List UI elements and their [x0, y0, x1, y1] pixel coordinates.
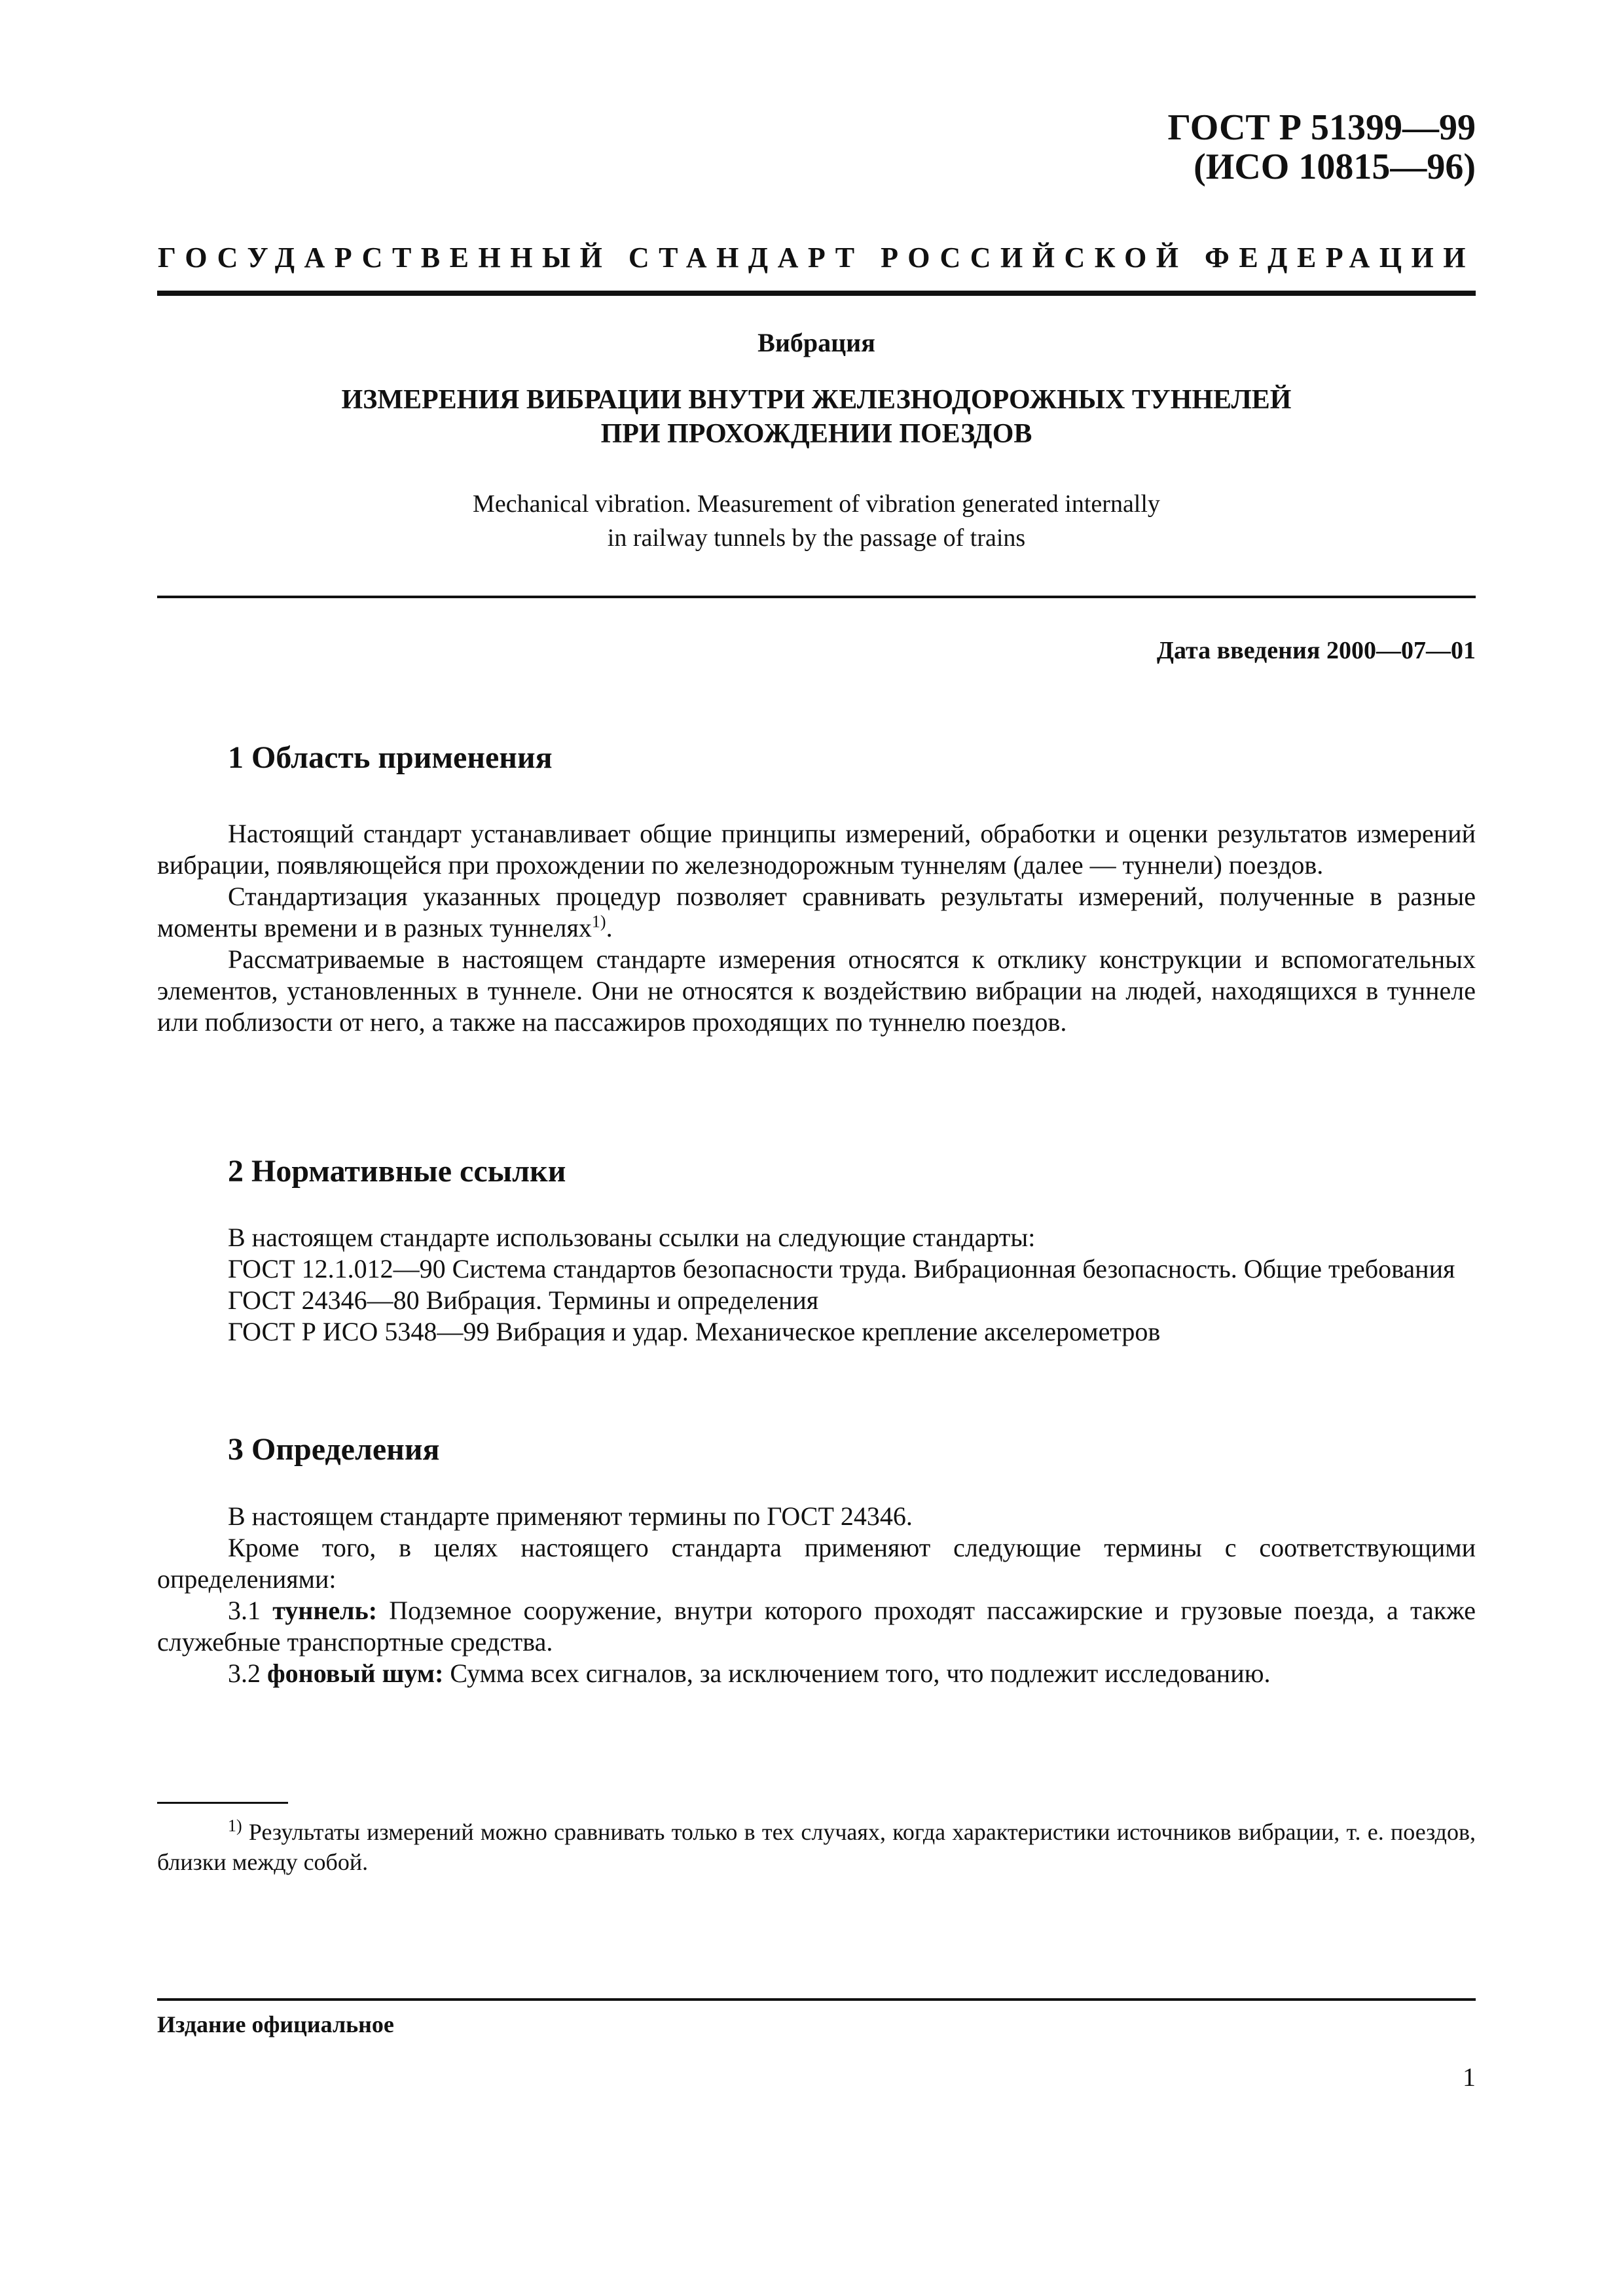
section-3-para-1: В настоящем стандарте применяют термины по ГОСТ 24346.	[228, 1501, 913, 1531]
subject-heading: Вибрация	[757, 328, 875, 357]
title-en-line1: Mechanical vibration. Measurement of vibration generated internally	[473, 490, 1160, 518]
standard-code-gost: ГОСТ Р 51399—99	[1167, 107, 1476, 148]
section-2-para-1: В настоящем стандарте использованы ссылки на следующие стандарты:	[228, 1223, 1036, 1252]
document-title-en	[157, 487, 1476, 555]
standard-code-iso: (ИСО 10815—96)	[1194, 147, 1476, 187]
section-3-heading: 3 Определения	[228, 1432, 440, 1467]
section-1-para-1: Настоящий стандарт устанавливает общие принципы измерений, обработки и оценки результатов измерений вибрации, появляющейся при прохождении по железнодорожным туннелям (далее — туннели) поездов.	[157, 819, 1476, 880]
page-number: 1	[1463, 2062, 1476, 2092]
title-divider	[157, 596, 1476, 598]
definition-background-noise: 3.2 фоновый шум: Сумма всех сигналов, за исключением того, что подлежит исследованию.	[228, 1659, 1271, 1688]
introduction-date: Дата введения 2000—07—01	[1156, 637, 1476, 664]
section-2-body	[157, 1222, 1476, 1348]
section-3-body	[157, 1501, 1476, 1689]
standard-code	[1168, 108, 1476, 187]
section-1-para-2: Стандартизация указанных процедур позволяет сравнивать результаты измерений, полученные в разные моменты времени и в разных туннелях$^{1)}$.	[157, 882, 1476, 942]
title-en-line2: in railway tunnels by the passage of trains	[607, 524, 1026, 552]
official-edition-label: Издание официальное	[157, 2011, 394, 2037]
document-title-ru	[157, 383, 1476, 451]
footnote-ref: 1)	[591, 912, 606, 931]
section-3-para-2: Кроме того, в целях настоящего стандарта применяют следующие термины с соответствующими определениями:	[157, 1533, 1476, 1594]
footnote-divider	[157, 1802, 288, 1804]
section-2-ref-2: ГОСТ 24346—80 Вибрация. Термины и определения	[228, 1285, 819, 1315]
term-tunnel: туннель:	[272, 1596, 378, 1625]
section-2-ref-3: ГОСТ Р ИСО 5348—99 Вибрация и удар. Механическое крепление акселерометров	[228, 1317, 1161, 1346]
footnote-mark: 1)	[228, 1816, 242, 1835]
state-standard-title: ГОСУДАРСТВЕННЫЙ СТАНДАРТ РОССИЙСКОЙ ФЕДЕРАЦИИ	[158, 242, 1475, 274]
definition-tunnel: 3.1 туннель: Подземное сооружение, внутри которого проходят пассажирские и грузовые поезда, а также служебные транспортные средства.	[157, 1596, 1476, 1657]
section-1-para-3: Рассматриваемые в настоящем стандарте измерения относятся к отклику конструкции и вспомогательных элементов, установленных в туннеле. Они не относятся к воздействию вибрации на людей, находящихся в туннеле или поблизости от него, а также на пассажиров проходящих по туннелю поездов.	[157, 944, 1476, 1037]
section-2-ref-1: ГОСТ 12.1.012—90 Система стандартов безопасности труда. Вибрационная безопасность. Общие требования	[228, 1254, 1455, 1283]
section-1-body	[157, 818, 1476, 1038]
title-ru-line1: ИЗМЕРЕНИЯ ВИБРАЦИИ ВНУТРИ ЖЕЛЕЗНОДОРОЖНЫХ ТУННЕЛЕЙ	[341, 385, 1292, 415]
term-background-noise: фоновый шум:	[267, 1659, 444, 1688]
section-2-heading: 2 Нормативные ссылки	[228, 1154, 566, 1189]
footer-divider	[157, 1998, 1476, 2001]
header-divider	[157, 291, 1476, 296]
section-1-heading: 1 Область применения	[228, 740, 553, 775]
title-ru-line2: ПРИ ПРОХОЖДЕНИИ ПОЕЗДОВ	[600, 419, 1032, 449]
footnote: $^{1)}$ Результаты измерений можно сравнивать только в тех случаях, когда характеристики источников вибрации, т. е. поездов, близки между собой.	[157, 1816, 1476, 1875]
